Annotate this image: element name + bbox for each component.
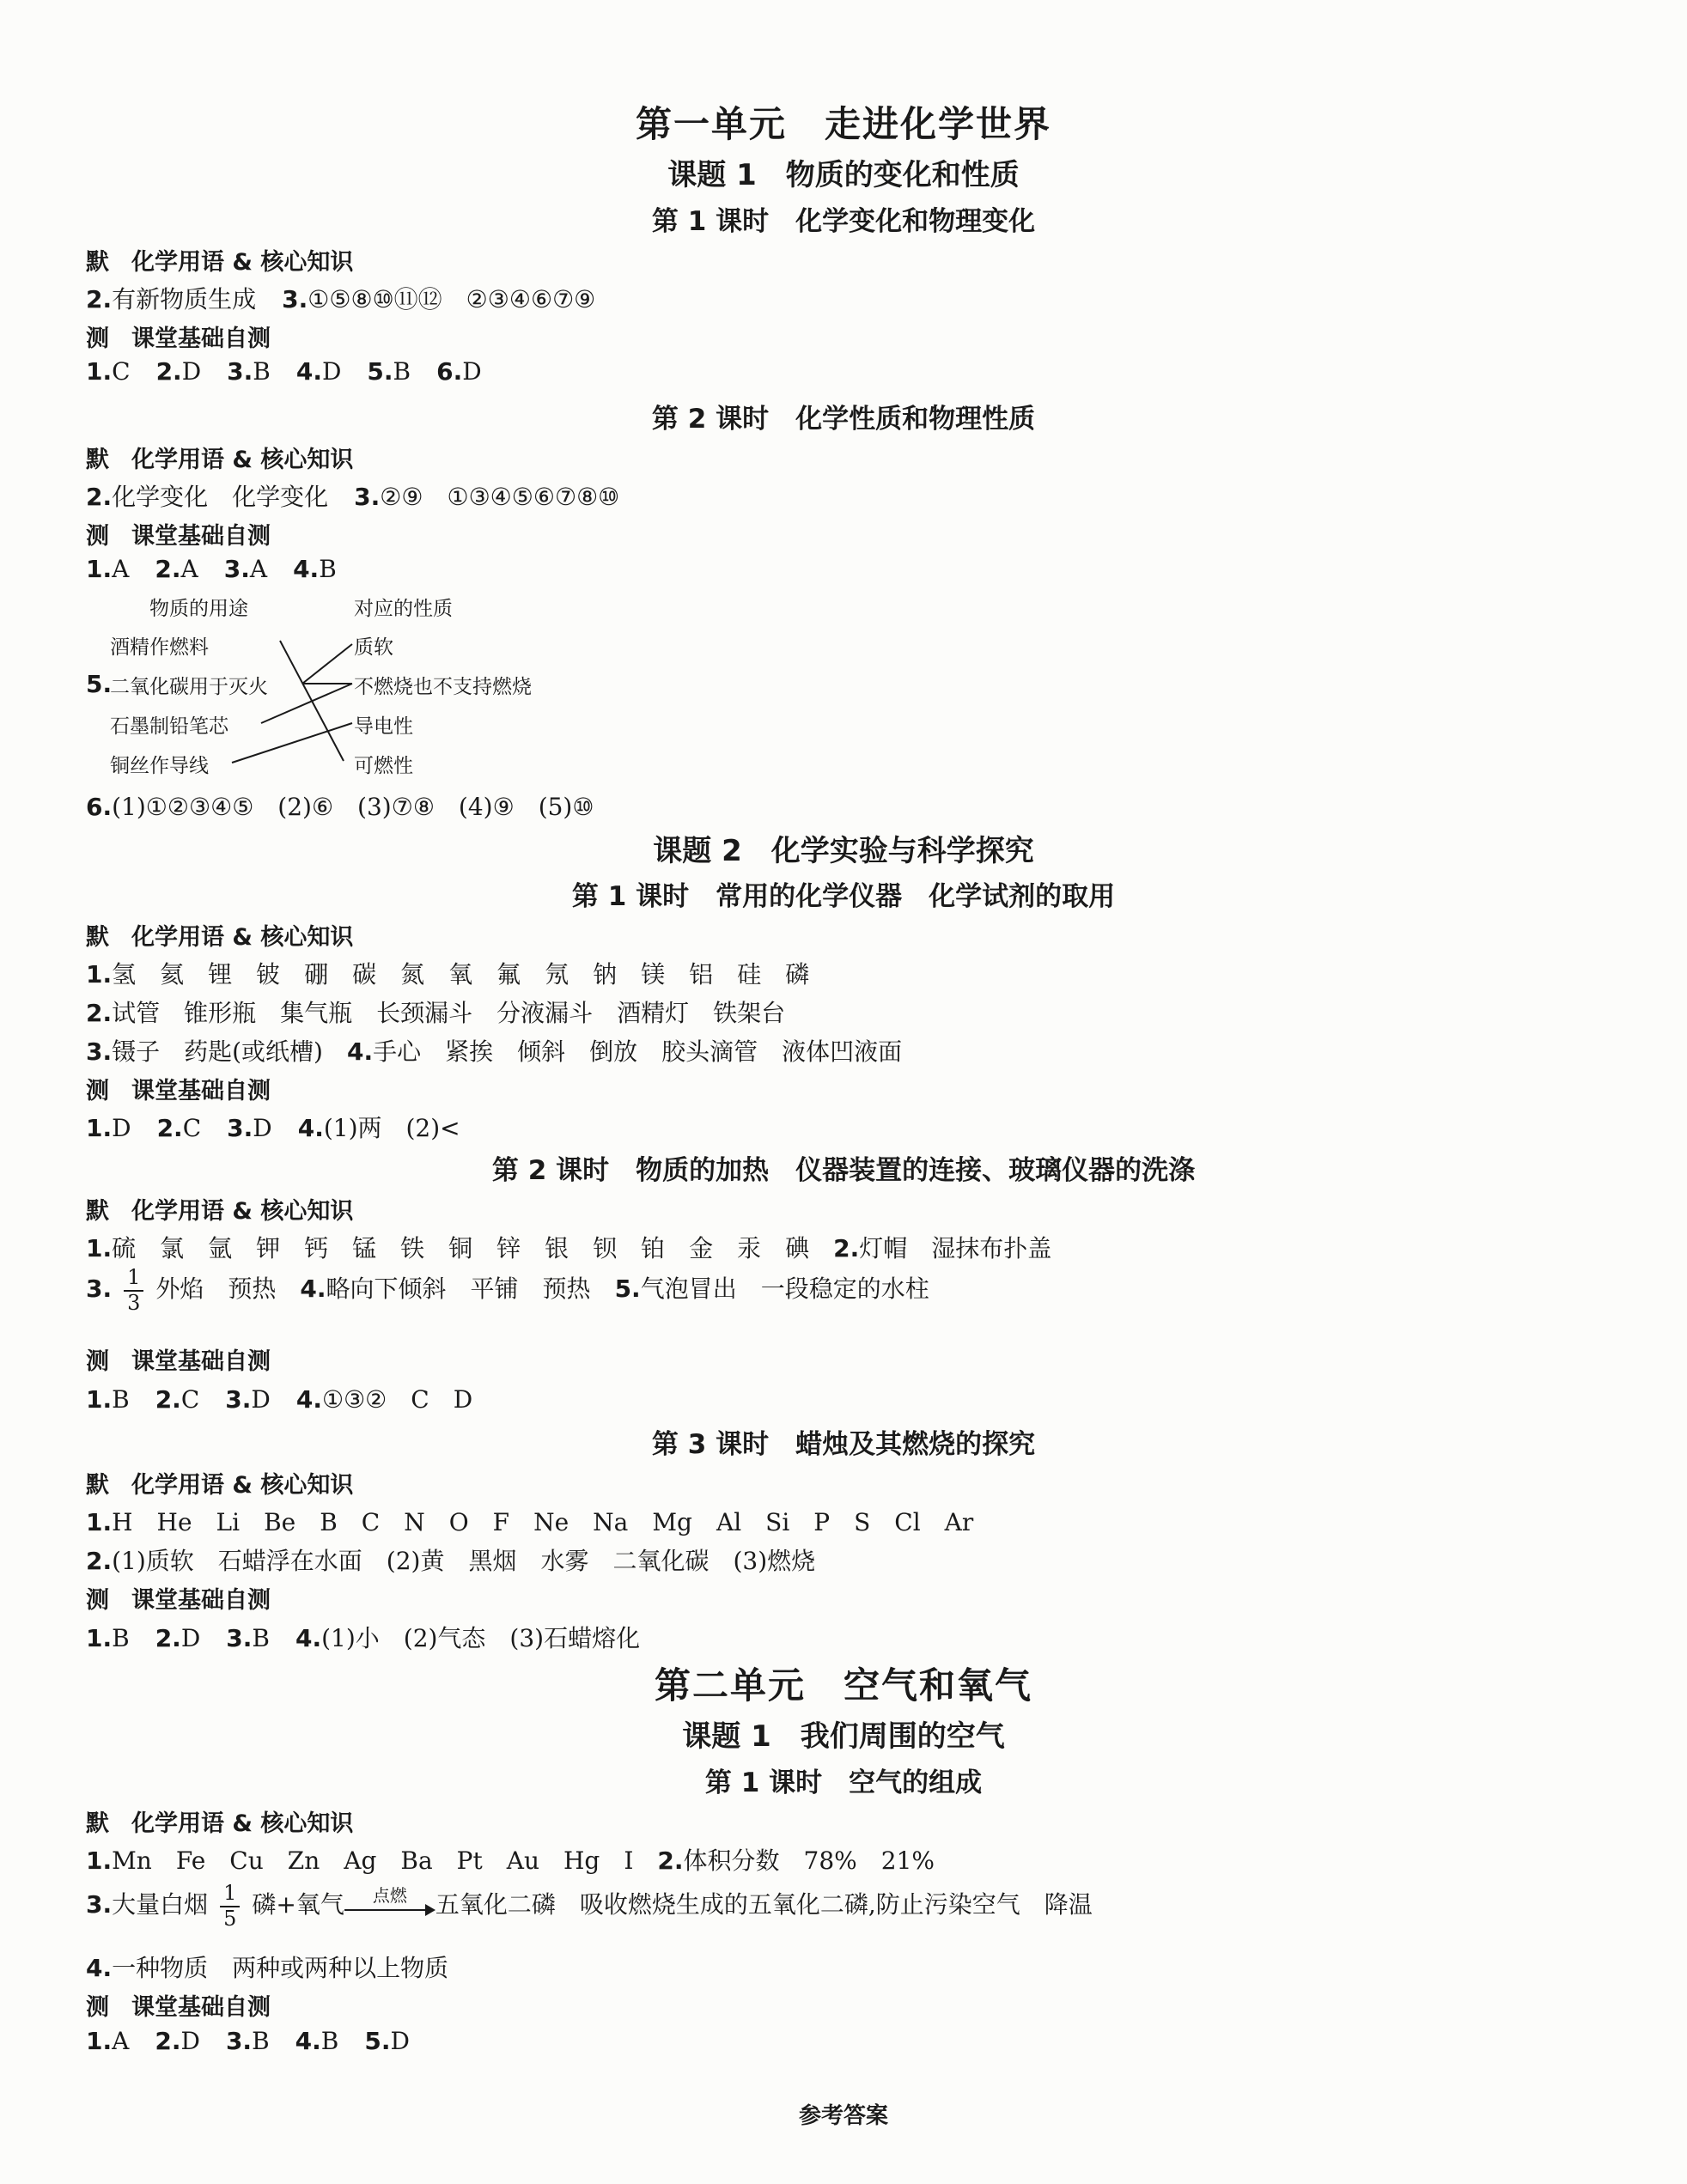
- answer-value: B: [320, 2027, 339, 2055]
- q-number: 4.: [295, 2027, 321, 2055]
- q-number: 3.: [223, 555, 250, 583]
- answer-text: 五氧化二磷 吸收燃烧生成的五氧化二磷,防止污染空气 降温: [435, 1890, 1093, 1919]
- q-number: 3.: [227, 357, 253, 386]
- match-left-item: 酒精作燃料: [110, 636, 209, 659]
- match-left-item: 铜丝作导线: [110, 755, 209, 777]
- answer-text: 有新物质生成: [112, 285, 257, 313]
- answer-text: ②⑨ ①③④⑤⑥⑦⑧⑩: [380, 483, 620, 511]
- answer-value: B: [252, 2027, 270, 2055]
- section-tag: 默: [86, 1472, 109, 1499]
- answer-text: ①⑤⑧⑩⑪⑫ ②③④⑥⑦⑨: [308, 285, 596, 313]
- q-number: 3.: [86, 1275, 113, 1304]
- q-number: 1.: [86, 1385, 113, 1414]
- q-number: 2.: [833, 1234, 860, 1262]
- section-tag: 测: [86, 1078, 109, 1104]
- section-tag: 测: [86, 1348, 109, 1375]
- section-label: 课堂基础自测: [131, 523, 271, 550]
- q-number: 4.: [293, 555, 320, 583]
- q-number: 3.: [86, 1037, 113, 1066]
- match-left-item: 石墨制铅笔芯: [110, 715, 228, 738]
- answer-value: A: [180, 555, 198, 583]
- section-heading-knowledge: [86, 1192, 353, 1226]
- answer-text: 化学变化 化学变化: [112, 483, 329, 511]
- answer-text: 镊子 药匙(或纸槽): [112, 1037, 347, 1066]
- section-tag: 测: [86, 1587, 109, 1614]
- match-header-right: 对应的性质: [354, 598, 453, 620]
- answer-text: 氢 氦 锂 铍 硼 碳 氮 氧 氟 氖 钠 镁 铝 硅 磷: [112, 960, 810, 989]
- q-number: 5.: [364, 2027, 391, 2055]
- answer-value: B: [252, 1624, 270, 1652]
- q-number: 2.: [86, 483, 113, 511]
- q-number: 1.: [86, 1508, 113, 1536]
- answer-text: 略向下倾斜 平铺 预热: [326, 1275, 615, 1304]
- q-number: 5.: [614, 1275, 641, 1304]
- answer-text: (1)①②③④⑤ (2)⑥ (3)⑦⑧ (4)⑨ (5)⑩: [112, 793, 594, 821]
- section-label: 化学用语 & 核心知识: [131, 1198, 354, 1225]
- reaction-condition: 点燃: [372, 1884, 407, 1906]
- answer-line: [86, 1230, 1051, 1264]
- q-number: 6.: [436, 357, 463, 386]
- q-number: 2.: [86, 999, 113, 1027]
- q-number: 4.: [300, 1275, 326, 1304]
- section-label: 课堂基础自测: [131, 1348, 271, 1375]
- unit-title: 第二单元 空气和氧气: [654, 1664, 1032, 1706]
- answer-value: C: [182, 1114, 202, 1142]
- answer-value: D: [180, 2027, 200, 2055]
- topic-title: 课题 2 化学实验与科学探究: [653, 834, 1034, 868]
- answer-line: [86, 1950, 448, 1984]
- fraction-denominator: 5: [223, 1906, 237, 1931]
- q-number: 6.: [86, 793, 113, 821]
- section-label: 课堂基础自测: [131, 1078, 271, 1104]
- q-number: 5.: [367, 357, 393, 386]
- answer-value: D: [112, 1114, 131, 1142]
- answer-line: [86, 1882, 1093, 1931]
- test-answers: [86, 1110, 460, 1144]
- q-number: 2.: [155, 555, 181, 583]
- answer-text: (1)质软 石蜡浮在水面 (2)黄 黑烟 水雾 二氧化碳 (3)燃烧: [112, 1547, 816, 1575]
- lesson-title: 第 2 课时 化学性质和物理性质: [651, 404, 1036, 435]
- q-number: 4.: [346, 1037, 374, 1066]
- answer-value: C: [112, 357, 131, 386]
- answer-text: 灯帽 湿抹布扑盖: [859, 1234, 1052, 1262]
- q-number: 5.: [86, 670, 113, 698]
- q-number: 2.: [86, 1547, 113, 1575]
- q-number: 3.: [226, 1624, 253, 1652]
- answer-value: B: [112, 1385, 130, 1414]
- q-number: 4.: [86, 1954, 113, 1982]
- section-heading-test: [86, 1342, 271, 1376]
- answer-value: D: [180, 1624, 201, 1652]
- answer-value: A: [249, 555, 268, 583]
- answer-text: 手心 紧挨 倾斜 倒放 胶头滴管 液体凹液面: [373, 1037, 903, 1066]
- answer-text: 试管 锥形瓶 集气瓶 长颈漏斗 分液漏斗 酒精灯 铁架台: [112, 999, 786, 1027]
- lesson-title: 第 1 课时 空气的组成: [704, 1767, 983, 1798]
- answer-value: D: [390, 2027, 410, 2055]
- section-tag: 默: [86, 249, 109, 276]
- answer-line: [86, 1542, 815, 1577]
- section-tag: 默: [86, 924, 109, 951]
- answer-line: [86, 1842, 935, 1877]
- q-number: 3.: [225, 2027, 253, 2055]
- answer-value: ①③② C D: [321, 1385, 473, 1414]
- q-number: 2.: [155, 2027, 181, 2055]
- section-label: 化学用语 & 核心知识: [131, 1472, 354, 1499]
- answer-value: D: [181, 357, 202, 386]
- answer-text: 大量白烟: [112, 1890, 209, 1919]
- reaction-arrow: [344, 1884, 435, 1919]
- answer-text: Mn Fe Cu Zn Ag Ba Pt Au Hg I: [112, 1846, 658, 1875]
- q-number: 4.: [295, 357, 322, 386]
- match-right-item: 质软: [354, 636, 393, 659]
- lesson-title: 第 2 课时 物质的加热 仪器装置的连接、玻璃仪器的洗涤: [491, 1155, 1196, 1186]
- answer-text: 气泡冒出 一段稳定的水柱: [640, 1275, 929, 1304]
- answer-text: 磷+氧气: [252, 1890, 344, 1919]
- q-number: 1.: [86, 2027, 113, 2055]
- test-answers: [86, 1381, 472, 1415]
- section-heading-knowledge: [86, 1804, 353, 1838]
- topic-title: 课题 1 我们周围的空气: [682, 1719, 1005, 1754]
- lesson-title: 第 3 课时 蜡烛及其燃烧的探究: [651, 1429, 1036, 1460]
- answer-value: B: [393, 357, 411, 386]
- section-tag: 测: [86, 1994, 109, 2021]
- section-label: 化学用语 & 核心知识: [131, 924, 354, 951]
- answer-line: [86, 995, 785, 1029]
- fraction-denominator: 3: [127, 1290, 141, 1315]
- match-right-item: 可燃性: [354, 755, 413, 777]
- answer-line: [86, 1033, 902, 1068]
- answer-value: (1)两 (2)<: [323, 1114, 460, 1142]
- section-label: 课堂基础自测: [131, 325, 271, 352]
- lesson-title: 第 1 课时 常用的化学仪器 化学试剂的取用: [571, 881, 1116, 912]
- fraction-numerator: 1: [220, 1882, 240, 1907]
- match-right-item: 导电性: [354, 715, 413, 738]
- q-number: 2.: [156, 1114, 183, 1142]
- match-right-item: 不燃烧也不支持燃烧: [354, 676, 532, 698]
- q-number: 3.: [227, 1114, 253, 1142]
- test-answers: [86, 1620, 640, 1654]
- section-tag: 默: [86, 1810, 109, 1837]
- answer-line: [86, 956, 809, 990]
- q-number: 2.: [86, 285, 113, 313]
- q-number: 2.: [155, 1385, 181, 1414]
- answer-text: 一种物质 两种或两种以上物质: [112, 1954, 449, 1982]
- answer-value: D: [462, 357, 482, 386]
- answer-value: B: [319, 555, 337, 583]
- answer-line: [86, 1504, 973, 1538]
- answer-line: [86, 1266, 929, 1315]
- q-number: 2.: [155, 1624, 181, 1652]
- answer-value: C: [180, 1385, 200, 1414]
- q-number: 3.: [225, 1385, 252, 1414]
- section-heading-test: [86, 1988, 271, 2022]
- section-tag: 测: [86, 523, 109, 550]
- section-label: 化学用语 & 核心知识: [131, 447, 354, 473]
- q-number: 3.: [354, 483, 381, 511]
- answer-value: (1)小 (2)气态 (3)石蜡熔化: [321, 1624, 641, 1652]
- page-footer: 参考答案: [798, 2103, 888, 2129]
- q-number: 4.: [295, 1624, 322, 1652]
- q-number: 1.: [86, 1114, 113, 1142]
- section-tag: 默: [86, 1198, 109, 1225]
- q-number: 4.: [297, 1114, 324, 1142]
- answer-value: D: [251, 1385, 271, 1414]
- section-heading-test: [86, 1072, 271, 1105]
- unit-title: 第一单元 走进化学世界: [635, 103, 1051, 145]
- answer-text: 硫 氯 氩 钾 钙 锰 铁 铜 锌 银 钡 铂 金 汞 碘: [112, 1234, 834, 1262]
- q-number: 2.: [657, 1846, 684, 1875]
- fraction: [220, 1882, 240, 1931]
- answer-value: D: [321, 357, 342, 386]
- test-answers: [86, 2027, 410, 2055]
- topic-title: 课题 1 物质的变化和性质: [667, 158, 1020, 192]
- q-number: 1.: [86, 960, 113, 989]
- q-number: 1.: [86, 1234, 113, 1262]
- section-label: 课堂基础自测: [131, 1587, 271, 1614]
- answer-value: A: [112, 2027, 130, 2055]
- match-left-item: 二氧化碳用于灭火: [110, 676, 268, 698]
- answer-line: [86, 788, 594, 823]
- answer-value: B: [112, 1624, 130, 1652]
- section-heading-knowledge: [86, 918, 353, 952]
- answer-text: H He Li Be B C N O F Ne Na Mg Al Si P S Cl Ar: [112, 1508, 974, 1536]
- match-line: [302, 644, 352, 684]
- section-label: 课堂基础自测: [131, 1994, 271, 2021]
- section-tag: 测: [86, 325, 109, 352]
- q-number: 4.: [295, 1385, 322, 1414]
- answer-value: D: [253, 1114, 272, 1142]
- section-label: 化学用语 & 核心知识: [131, 1810, 354, 1837]
- q-number: 1.: [86, 1624, 113, 1652]
- fraction-numerator: 1: [124, 1266, 143, 1292]
- match-header-left: 物质的用途: [149, 598, 248, 620]
- q-number: 3.: [282, 285, 308, 313]
- match-lines: [0, 0, 1687, 859]
- section-heading-knowledge: [86, 1466, 353, 1500]
- q-number: 1.: [86, 555, 113, 583]
- q-number: 1.: [86, 357, 113, 386]
- answer-text: 体积分数 78% 21%: [683, 1846, 935, 1875]
- answer-value: A: [112, 555, 130, 583]
- q-number: 3.: [86, 1890, 113, 1919]
- answer-value: B: [253, 357, 271, 386]
- lesson-title: 第 1 课时 化学变化和物理变化: [651, 206, 1036, 237]
- section-tag: 默: [86, 447, 109, 473]
- section-label: 化学用语 & 核心知识: [131, 249, 354, 276]
- answer-text: 外焰 预热: [155, 1275, 301, 1304]
- section-heading-test: [86, 1581, 271, 1615]
- fraction: [124, 1266, 143, 1315]
- q-number: 2.: [155, 357, 182, 386]
- q-number: 1.: [86, 1846, 113, 1875]
